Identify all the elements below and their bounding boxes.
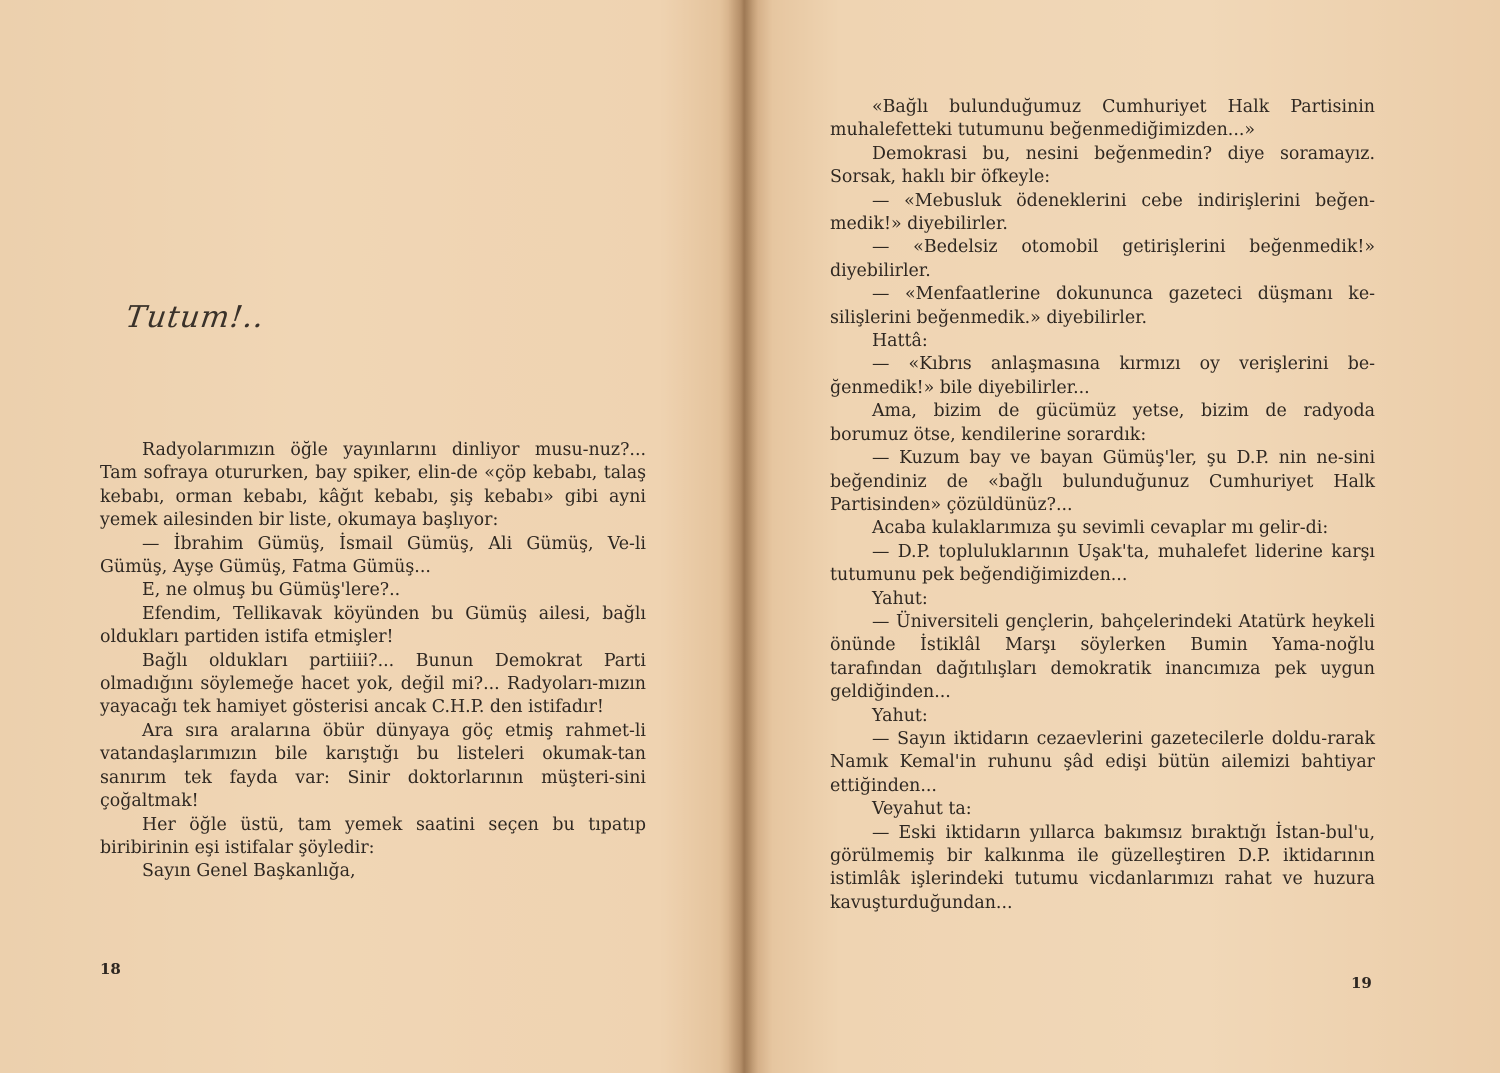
paragraph: — «Mebusluk ödeneklerini cebe indirişlerini beğen-medik!» diyebilirler. xyxy=(830,190,1375,235)
paragraph: Hattâ: xyxy=(872,331,928,352)
paragraph: Sayın Genel Başkanlığa, xyxy=(142,861,356,882)
paragraph: Efendim, Tellikavak köyünden bu Gümüş ailesi, bağlı oldukları partiden istifa etmişler! xyxy=(100,603,646,648)
paragraph: — Sayın iktidarın cezaevlerini gazetecilerle doldu-rarak Namık Kemal'in ruhunu şâd edişi bütün ailemizi bahtiyar ettiğinden... xyxy=(830,728,1375,796)
chapter-title: Tutum!.. xyxy=(123,300,267,335)
left-page-body xyxy=(100,439,646,884)
page-number-left: 18 xyxy=(100,960,121,978)
paragraph: E, ne olmuş bu Gümüş'lere?.. xyxy=(142,580,401,601)
paragraph: Her öğle üstü, tam yemek saatini seçen bu tıpatıp biribirinin eşi istifalar şöyledir: xyxy=(100,814,646,858)
paragraph: «Bağlı bulunduğumuz Cumhuriyet Halk Partisinin muhalefetteki tutumunu beğenmediğimizden...» xyxy=(830,97,1375,141)
paragraph: — «Menfaatlerine dokununca gazeteci düşmanı ke-silişlerini beğenmedik.» diyebilirler. xyxy=(830,284,1375,328)
paragraph: Ama, bizim de gücümüz yetse, bizim de radyoda borumuz ötse, kendilerine sorardık: xyxy=(830,401,1375,445)
paragraph: Radyolarımızın öğle yayınlarını dinliyor musu-nuz?... Tam sofraya otururken, bay spiker, elin-de «çöp kebabı, talaş kebabı, orman kebabı, kâğıt kebabı, şiş kebabı» gibi ayni yemek ailesinden bir liste, okumaya başlıyor: xyxy=(100,440,646,531)
paragraph: — «Kıbrıs anlaşmasına kırmızı oy verişlerini be-ğenmedik!» bile diyebilirler... xyxy=(830,354,1375,398)
page-number-right: 19 xyxy=(1351,974,1372,992)
paragraph: Acaba kulaklarımıza şu sevimli cevaplar mı gelir-di: xyxy=(872,518,1329,539)
paragraph: — «Bedelsiz otomobil getirişlerini beğenmedik!» diyebilirler. xyxy=(830,237,1375,281)
paragraph: — D.P. topluluklarının Uşak'ta, muhalefet liderine karşı tutumunu pek beğendiğimizden... xyxy=(830,541,1375,586)
paragraph: Veyahut ta: xyxy=(872,799,972,820)
paragraph: Ara sıra aralarına öbür dünyaya göç etmiş rahmet-li vatandaşlarımızın bile karıştığı bu listeleri okumak-tan sanırım tek fayda var: Sinir doktorlarının müşteri-sini çoğaltmak! xyxy=(100,720,646,812)
paragraph: Yahut: xyxy=(872,705,928,726)
paragraph: — Üniversiteli gençlerin, bahçelerindeki Atatürk heykeli önünde İstiklâl Marşı söylerken Bumin Yama-noğlu tarafından dağıtılışları demokratik inancımıza pek uygun geldiğinden... xyxy=(830,611,1375,703)
paragraph: — Kuzum bay ve bayan Gümüş'ler, şu D.P. nin ne-sini beğendiniz de «bağlı bulunduğunuz Cumhuriyet Halk Partisinden» çözüldünüz?... xyxy=(830,448,1375,515)
right-page-body xyxy=(830,96,1375,915)
paragraph: — Eski iktidarın yıllarca bakımsız bıraktığı İstan-bul'u, görülmemiş bir kalkınma ile güzelleştiren D.P. iktidarının istimlâk işlerindeki tutumu vicdanlarımızı rahat ve huzura kavuşturduğundan... xyxy=(830,822,1375,913)
paragraph: — İbrahim Gümüş, İsmail Gümüş, Ali Gümüş, Ve-li Gümüş, Ayşe Gümüş, Fatma Gümüş... xyxy=(100,533,646,578)
right-page xyxy=(752,0,1500,1073)
paragraph: Yahut: xyxy=(872,588,928,609)
paragraph: Demokrasi bu, nesini beğenmedin? diye soramayız. Sorsak, haklı bir öfkeyle: xyxy=(830,143,1375,188)
left-page xyxy=(0,0,745,1073)
paragraph: Bağlı oldukları partiiii?... Bunun Demokrat Parti olmadığını söylemeğe hacet yok, değil mi?... Radyoları-mızın yayacağı tek hamiyet gösterisi ancak C.H.P. den istifadır! xyxy=(100,650,646,718)
